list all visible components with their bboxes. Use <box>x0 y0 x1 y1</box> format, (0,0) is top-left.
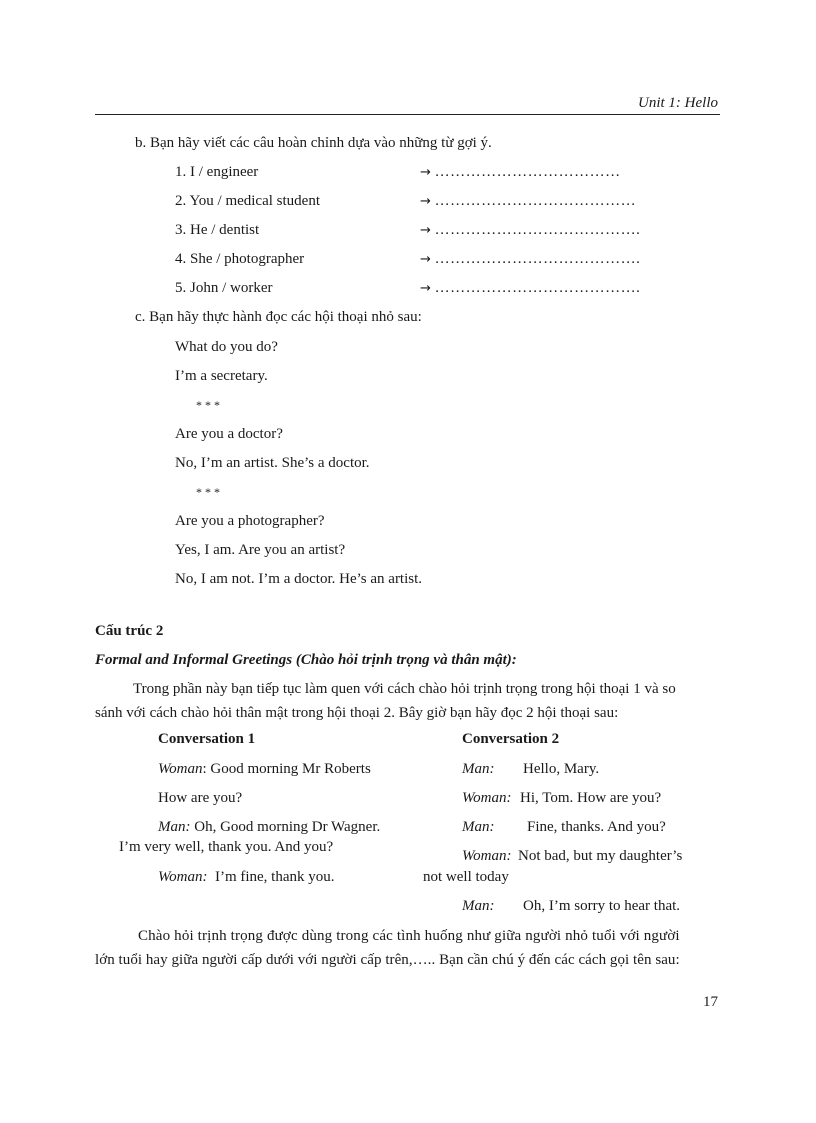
speaker-label: Man: <box>462 761 495 777</box>
exercise-b-instruction: b. Bạn hãy viết các câu hoàn chỉnh dựa vào những từ gợi ý. <box>135 135 492 151</box>
exercise-c-instruction: c. Bạn hãy thực hành đọc các hội thoại nhỏ sau: <box>135 309 422 325</box>
exercise-b-answer-5 <box>420 279 640 298</box>
closing-paragraph-line-2: lớn tuổi hay giữa người cấp dưới với người cấp trên,….. Bạn cần chú ý đến các cách gọi tên sau: <box>95 952 680 968</box>
conversation-1-line-3 <box>158 868 335 886</box>
arrow-icon: → <box>420 194 431 209</box>
header-rule <box>95 114 720 115</box>
conversation-2-wrap: not well today <box>423 869 509 885</box>
speaker-label: Woman: <box>158 869 208 885</box>
exercise-b-answer-3 <box>420 221 640 240</box>
dialogue-line: I’m a secretary. <box>175 368 268 384</box>
conversation-1-title: Conversation 1 <box>158 731 256 747</box>
running-header: Unit 1: Hello <box>638 95 718 111</box>
speaker-label: Man: <box>462 819 495 835</box>
separator-stars: * * * <box>196 398 220 412</box>
separator-stars: * * * <box>196 485 220 499</box>
dialogue-line: No, I’m an artist. She’s a doctor. <box>175 455 370 471</box>
dialogue-line: No, I am not. I’m a doctor. He’s an artist. <box>175 571 423 587</box>
exercise-b-answer-1 <box>420 163 621 182</box>
exercise-b-prompt-3: 3. He / dentist <box>175 222 260 238</box>
speech-text: I’m fine, thank you. <box>214 869 335 885</box>
exercise-b-answer-2 <box>420 192 636 211</box>
dialogue-line: What do you do? <box>175 339 278 355</box>
arrow-icon: → <box>420 165 431 180</box>
page-number: 17 <box>703 994 718 1010</box>
speech-text: Oh, Good morning Dr Wagner. <box>194 819 381 835</box>
section-heading: Cấu trúc 2 <box>95 623 164 639</box>
answer-dots: ……………………………… <box>434 164 621 180</box>
answer-dots: …………………………………. <box>434 280 641 296</box>
exercise-b-prompt-1: 1. I / engineer <box>175 164 259 180</box>
conversation-1-line-1 <box>158 760 371 778</box>
arrow-icon: → <box>420 281 431 296</box>
arrow-icon: → <box>420 252 431 267</box>
speech-text: Oh, I’m sorry to hear that. <box>523 898 681 914</box>
answer-dots: ………………………………… <box>434 193 637 209</box>
dialogue-line: Are you a photographer? <box>175 513 325 529</box>
conversation-1-line-2-cont: I’m very well, thank you. And you? <box>119 839 334 855</box>
arrow-icon: → <box>420 223 431 238</box>
speech-text: Not bad, but my daughter’s <box>518 848 683 864</box>
intro-paragraph-line-1: Trong phần này bạn tiếp tục làm quen với cách chào hỏi trịnh trọng trong hội thoại 1 và so <box>133 681 676 697</box>
conversation-1-line-2 <box>158 818 380 836</box>
dialogue-line: Are you a doctor? <box>175 426 283 442</box>
speaker-label: Man: <box>158 819 191 835</box>
exercise-b-prompt-5: 5. John / worker <box>175 280 273 296</box>
section-subheading: Formal and Informal Greetings (Chào hỏi trịnh trọng và thân mật): <box>95 652 517 668</box>
answer-dots: …………………………………. <box>434 222 641 238</box>
speaker-label: Woman: <box>462 848 512 864</box>
speech-text: Fine, thanks. And you? <box>527 819 666 835</box>
speech-text: Hello, Mary. <box>523 761 600 777</box>
closing-paragraph-line-1: Chào hỏi trịnh trọng được dùng trong các tình huống như giữa người nhỏ tuổi với người <box>138 928 680 944</box>
conversation-1-line-1-cont: How are you? <box>158 790 243 806</box>
dialogue-line: Yes, I am. Are you an artist? <box>175 542 346 558</box>
speaker-label: Woman <box>158 761 203 777</box>
exercise-b-answer-4 <box>420 250 640 269</box>
speech-text: : Good morning Mr Roberts <box>202 761 371 777</box>
exercise-b-prompt-2: 2. You / medical student <box>175 193 320 209</box>
answer-dots: …………………………………. <box>434 251 641 267</box>
speaker-label: Man: <box>462 898 495 914</box>
exercise-b-prompt-4: 4. She / photographer <box>175 251 305 267</box>
intro-paragraph-line-2: sánh với cách chào hỏi thân mật trong hội thoại 2. Bây giờ bạn hãy đọc 2 hội thoại sau: <box>95 705 619 721</box>
speaker-label: Woman: <box>462 790 512 806</box>
speech-text: Hi, Tom. How are you? <box>520 790 662 806</box>
conversation-2-title: Conversation 2 <box>462 731 560 747</box>
